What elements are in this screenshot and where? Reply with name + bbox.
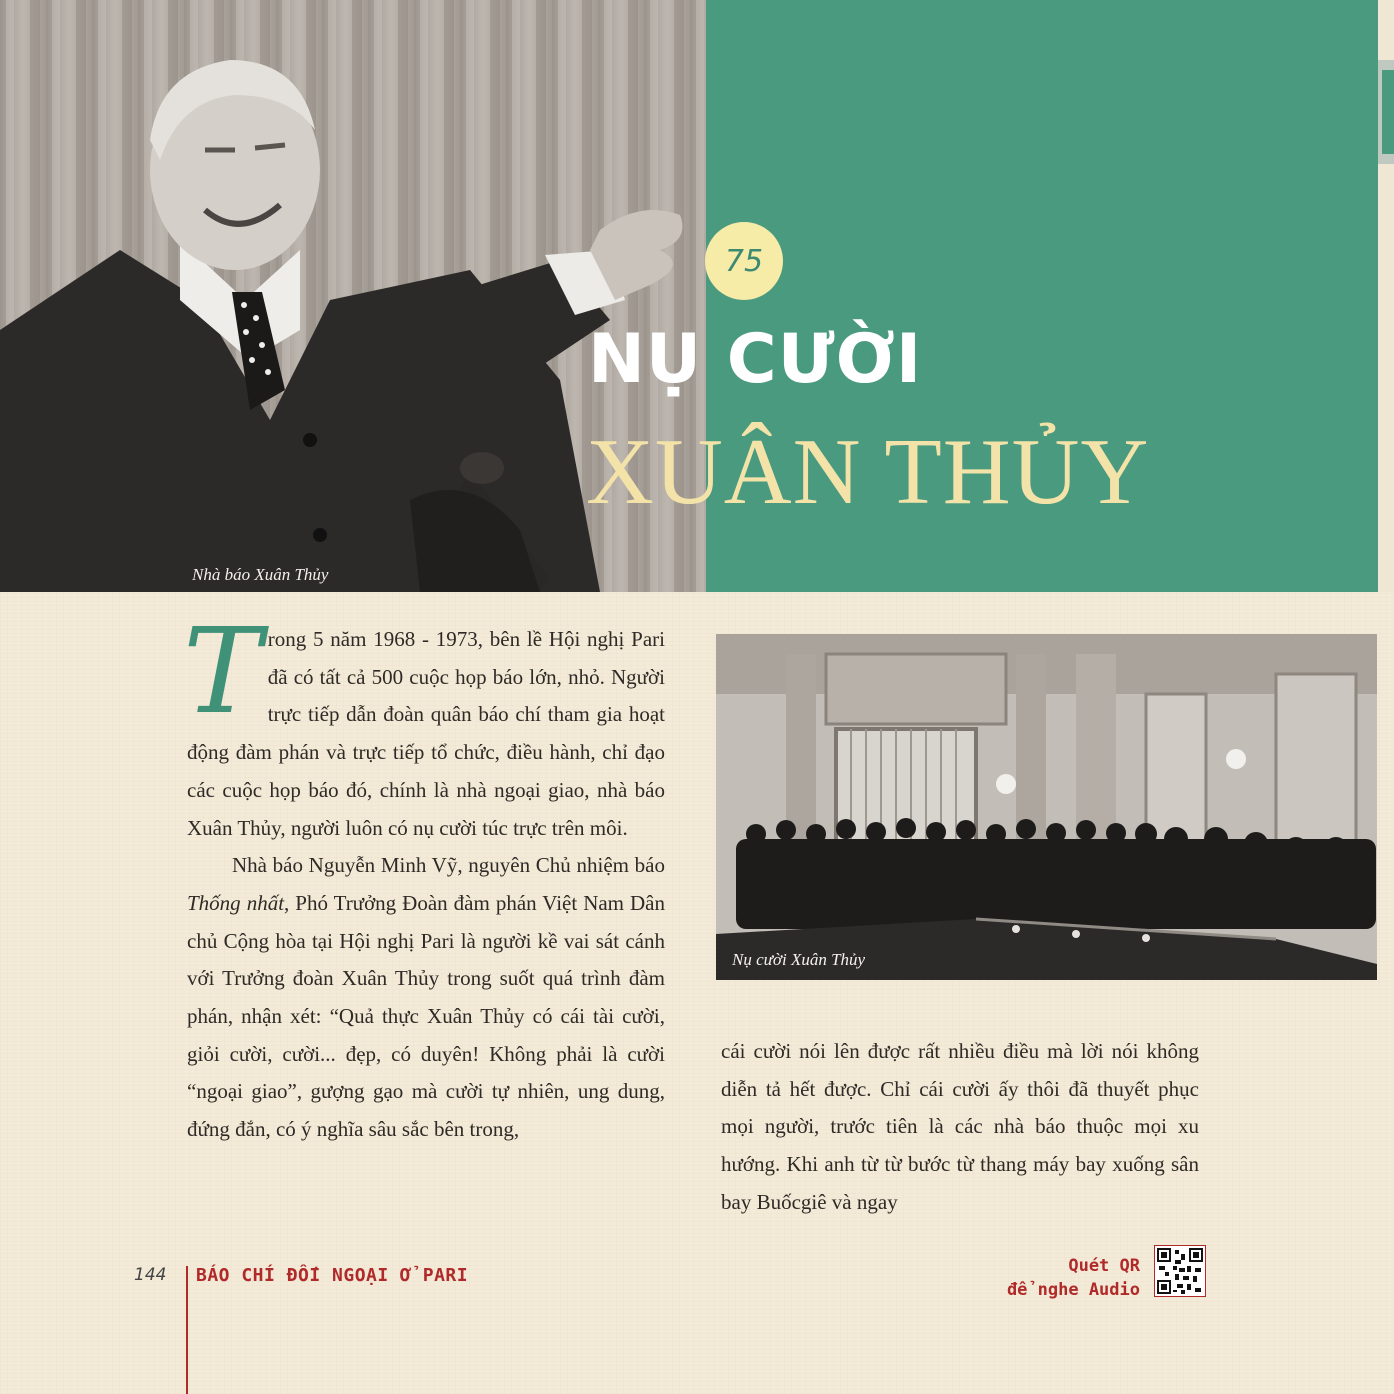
footer-divider — [186, 1266, 188, 1394]
body-column-right — [721, 1033, 1199, 1222]
paragraph-2-text-b: , Phó Trưởng Đoàn đàm phán Việt Nam Dân chủ Cộng hòa tại Hội nghị Pari là người kề vai sát cánh với Trưởng đoàn Xuân Thủy trong suốt quá trình đàm phán, nhận xét: “Quả thực Xuân Thủy có cái tài cười, giỏi cười, cười... đẹp, có duyên! Không phải là cười “ngoại giao”, gượng gạo mà cười tự nhiên, ung dung, đứng đắn, có ý nghĩa sâu sắc bên trong, — [187, 890, 666, 1142]
chapter-number-badge: 75 — [705, 222, 783, 300]
paragraph-1-text: rong 5 năm 1968 - 1973, bên lề Hội nghị Pari đã có tất cả 500 cuộc họp báo lớn, nhỏ. Người trực tiếp dẫn đoàn quân báo chí tham gia hoạt động đàm phán và trực tiếp tổ chức, điều hành, chỉ đạo các cuộc họp báo đó, chính là nhà ngoại giao, nhà báo Xuân Thủy, người luôn có nụ cười túc trực trên môi. — [187, 627, 665, 840]
qr-instruction-line2: để nghe Audio — [1006, 1280, 1140, 1300]
page-number: 144 — [134, 1265, 167, 1285]
paragraph-2 — [187, 847, 665, 1149]
running-title: BÁO CHÍ ĐỐI NGOẠI Ở PARI — [196, 1265, 469, 1286]
meeting-photo — [716, 634, 1377, 980]
qr-code-icon — [1155, 1246, 1205, 1296]
meeting-illustration — [716, 634, 1377, 980]
paragraph-2-text-a: Nhà báo Nguyễn Minh Vỹ, nguyên Chủ nhiệm báo — [232, 853, 665, 878]
paragraph-3: cái cười nói lên được rất nhiều điều mà lời nói không diễn tả hết được. Chỉ cái cười ấy thôi đã thuyết phục mọi người, trước tiên là các nhà báo thuộc mọi xu hướng. Khi anh từ từ bước từ thang máy bay xuống sân bay Buốcgiê và ngay — [721, 1039, 1199, 1214]
qr-instruction-line1: Quét QR — [1068, 1256, 1140, 1276]
paragraph-1 — [183, 602, 665, 847]
edge-tab-accent — [1382, 70, 1394, 154]
portrait-caption: Nhà báo Xuân Thủy — [192, 565, 329, 584]
qr-instruction — [990, 1254, 1140, 1302]
newspaper-name: Thống nhất — [187, 890, 285, 915]
body-column-left — [183, 602, 666, 1149]
page-edge-strip — [1378, 0, 1394, 592]
meeting-caption: Nụ cười Xuân Thủy — [732, 950, 866, 969]
qr-code[interactable] — [1154, 1245, 1206, 1297]
chapter-title-line2: XUÂN THỦY — [586, 420, 1150, 524]
chapter-title-line1: NỤ CƯỜI — [588, 320, 923, 399]
drop-cap: T — [183, 602, 262, 740]
